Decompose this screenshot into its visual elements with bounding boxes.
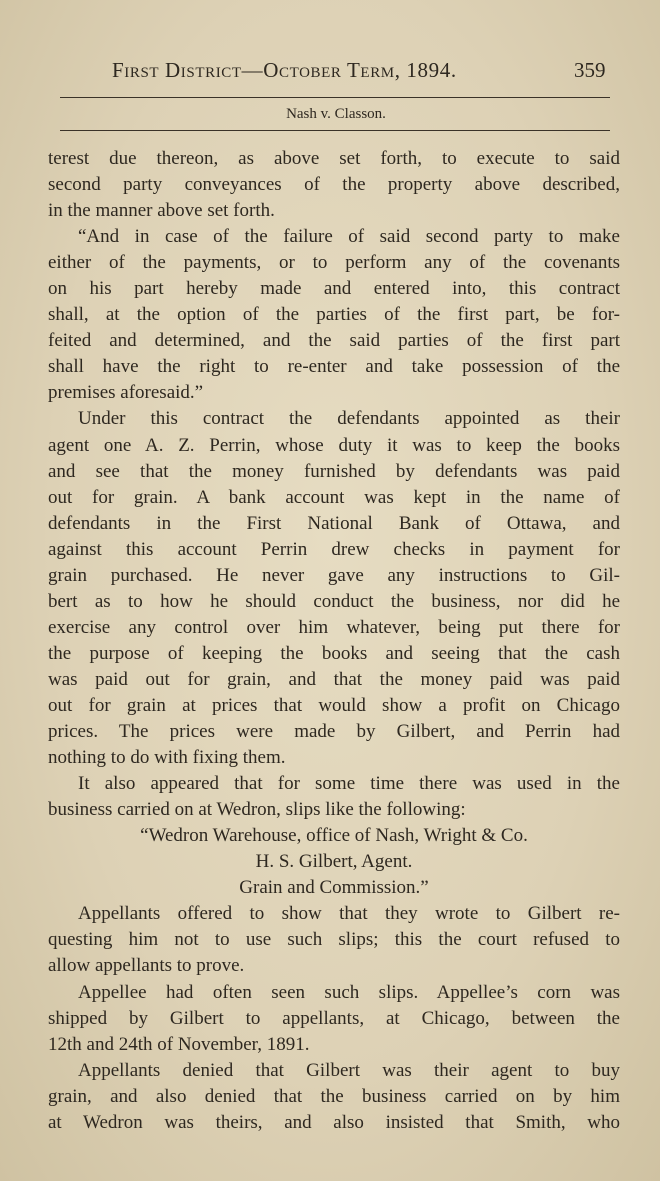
header-rule-top xyxy=(60,97,610,98)
quoted-slip-line: H. S. Gilbert, Agent. xyxy=(255,851,413,873)
running-head xyxy=(0,58,660,88)
text-line: shall have the right to re-enter and take possession of the xyxy=(48,356,620,378)
text-line: “And in case of the failure of said second party to make xyxy=(78,226,620,248)
text-line: It also appeared that for some time there was used in the xyxy=(78,773,620,795)
text-line: the purpose of keeping the books and seeing that the cash xyxy=(48,642,620,664)
text-line: bert as to how he should conduct the business, nor did he xyxy=(48,590,620,612)
text-line: Under this contract the defendants appointed as their xyxy=(78,408,620,430)
text-line: defendants in the First National Bank of Ottawa, and xyxy=(48,512,620,534)
text-line: and see that the money furnished by defendants was paid xyxy=(48,460,620,482)
text-line: against this account Perrin drew checks in payment for xyxy=(48,538,620,560)
text-line: allow appellants to prove. xyxy=(48,955,245,977)
text-line: out for grain at prices that would show a profit on Chicago xyxy=(48,694,620,716)
text-line: Appellants offered to show that they wrote to Gilbert re- xyxy=(78,903,620,925)
running-head-title: First District—October Term, 1894. xyxy=(112,58,457,82)
text-line: agent one A. Z. Perrin, whose duty it was to keep the books xyxy=(48,434,620,456)
text-line: premises aforesaid.” xyxy=(48,382,204,404)
text-line: grain, and also denied that the business carried on by him xyxy=(48,1085,620,1107)
text-line: business carried on at Wedron, slips like the following: xyxy=(48,799,466,821)
header-rule-bottom xyxy=(60,130,610,131)
text-line: Appellee had often seen such slips. Appellee’s corn was xyxy=(78,981,620,1003)
text-line: on his part hereby made and entered into, this contract xyxy=(48,278,620,300)
text-line: exercise any control over him whatever, being put there for xyxy=(48,616,620,638)
text-line: in the manner above set forth. xyxy=(48,200,275,222)
text-line: Appellants denied that Gilbert was their agent to buy xyxy=(78,1059,620,1081)
text-line: feited and determined, and the said parties of the first part xyxy=(48,330,620,352)
quoted-slip-line: Grain and Commission.” xyxy=(239,877,429,899)
text-line: second party conveyances of the property above described, xyxy=(48,174,620,196)
body-text xyxy=(48,146,620,1136)
text-line: shipped by Gilbert to appellants, at Chicago, between the xyxy=(48,1007,620,1029)
text-line: either of the payments, or to perform any of the covenants xyxy=(48,252,620,274)
page-number: 359 xyxy=(574,58,606,82)
text-line: prices. The prices were made by Gilbert, and Perrin had xyxy=(48,721,620,743)
text-line: questing him not to use such slips; this the court refused to xyxy=(48,929,620,951)
text-line: terest due thereon, as above set forth, to execute to said xyxy=(48,148,620,169)
text-line: nothing to do with fixing them. xyxy=(48,747,286,769)
text-line: shall, at the option of the parties of the first part, be for- xyxy=(48,304,620,326)
text-line: was paid out for grain, and that the money paid was paid xyxy=(48,668,620,690)
text-line: grain purchased. He never gave any instructions to Gil- xyxy=(48,564,620,586)
case-name: Nash v. Classon. xyxy=(286,106,386,122)
quoted-slip-line: “Wedron Warehouse, office of Nash, Wright & Co. xyxy=(140,825,528,847)
text-line: 12th and 24th of November, 1891. xyxy=(48,1033,310,1055)
text-line: out for grain. A bank account was kept in the name of xyxy=(48,486,620,508)
text-line: at Wedron was theirs, and also insisted that Smith, who xyxy=(48,1111,620,1133)
